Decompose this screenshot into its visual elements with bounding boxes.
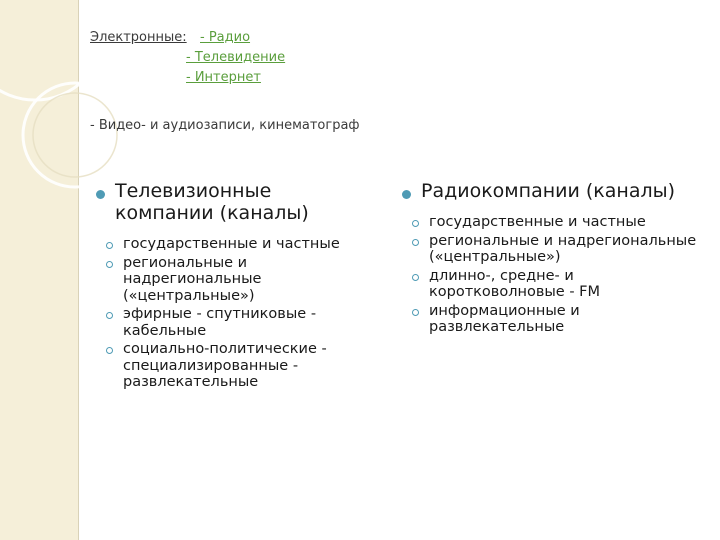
tv-heading: Телевизионные компании (каналы): [115, 180, 309, 224]
link-internet[interactable]: - Интернет: [186, 70, 261, 85]
link-radio[interactable]: - Радио: [200, 30, 251, 45]
top-row-internet: [90, 68, 490, 88]
circle-bullet-icon: [106, 347, 113, 354]
category-label: Электронные:: [90, 30, 187, 45]
circle-bullet-icon: [106, 242, 113, 249]
list-item: эфирные - спутниковые - кабельные: [106, 306, 366, 339]
list-item: региональные и надрегиональные («центральные»): [106, 255, 366, 305]
link-television[interactable]: - Телевидение: [186, 50, 286, 65]
circle-bullet-icon: [412, 239, 419, 246]
list-item: длинно-, средне- и коротковолновые - FM: [412, 268, 702, 301]
list-item: региональные и надрегиональные («центральные»): [412, 233, 702, 266]
circle-bullet-icon: [412, 220, 419, 227]
tv-sub-list: [96, 236, 366, 391]
list-item: государственные и частные: [106, 236, 366, 253]
radio-companies-column: [402, 180, 702, 338]
radio-heading: Радиокомпании (каналы): [421, 180, 676, 202]
list-item: государственные и частные: [412, 214, 702, 231]
video-audio-line: - Видео- и аудиозаписи, кинематограф: [90, 118, 360, 133]
bullet-icon: [402, 190, 411, 199]
tv-companies-column: [96, 180, 366, 393]
circle-bullet-icon: [412, 309, 419, 316]
media-types-block: [90, 28, 490, 88]
radio-heading-row: [402, 180, 702, 202]
radio-sub-list: [402, 214, 702, 336]
circle-bullet-icon: [412, 274, 419, 281]
bullet-icon: [96, 190, 105, 199]
tv-heading-row: [96, 180, 366, 224]
top-row-radio: [90, 28, 490, 48]
circle-bullet-icon: [106, 261, 113, 268]
circle-bullet-icon: [106, 312, 113, 319]
list-item: информационные и развлекательные: [412, 303, 702, 336]
top-row-tv: [90, 48, 490, 68]
list-item: социально-политические - специализированные - развлекательные: [106, 341, 366, 391]
